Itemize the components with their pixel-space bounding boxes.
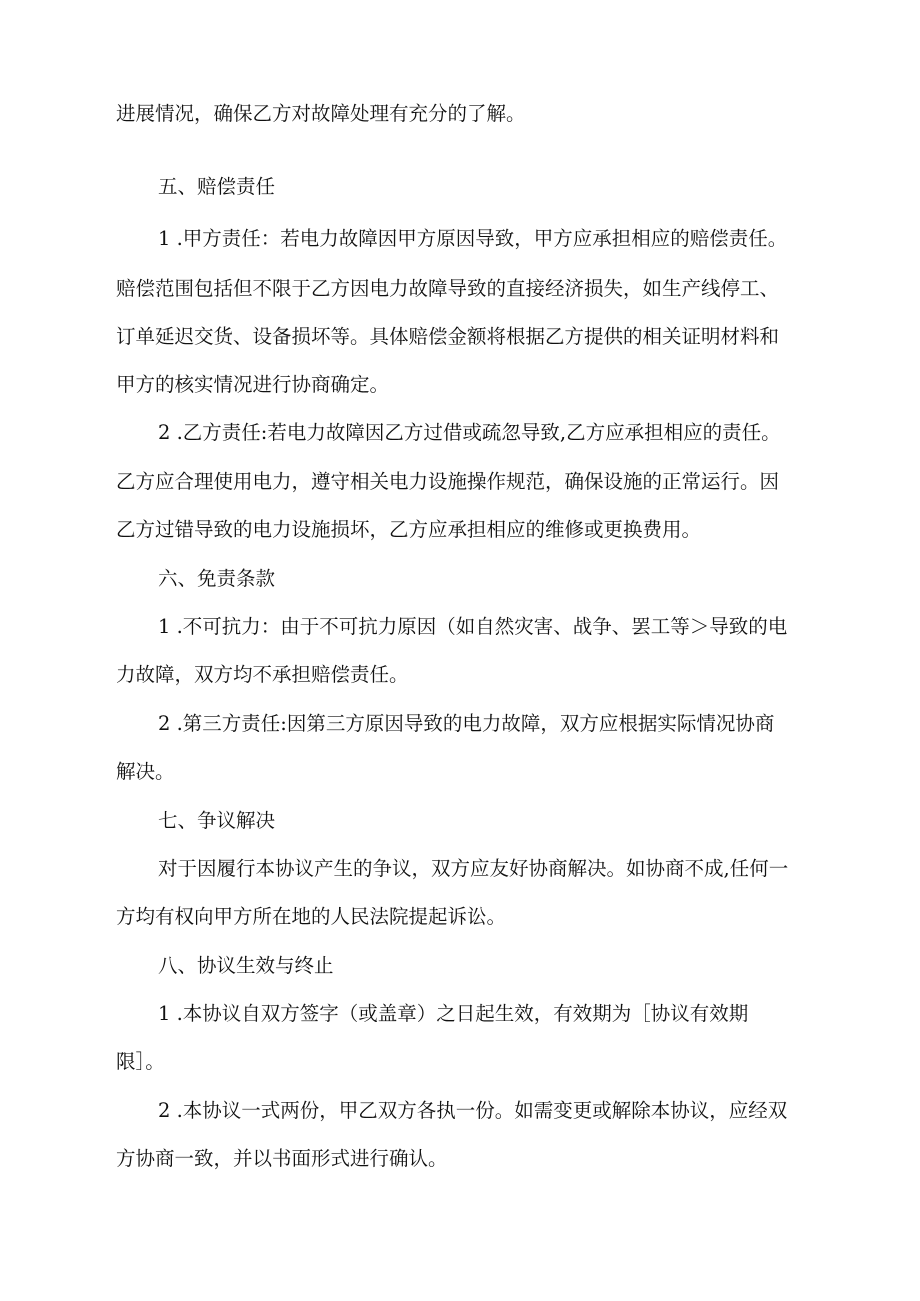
section-heading-effect-termination: 八、协议生效与终止 bbox=[158, 954, 334, 977]
text-line: 进展情况，确保乙方对故障处理有充分的了解。 bbox=[116, 102, 526, 125]
text-line: 限］。 bbox=[116, 1050, 165, 1073]
section-heading-dispute: 七、争议解决 bbox=[158, 809, 276, 832]
text-line: 赔偿范围包括但不限于乙方因电力故障导致的直接经济损失，如生产线停工、 bbox=[116, 277, 780, 300]
text-line: 2 .乙方责任:若电力故障因乙方过借或疏忽导致,乙方应承担相应的责任。 bbox=[158, 421, 781, 444]
text-line: 订单延迟交货、设备损坏等。具体赔偿金额将根据乙方提供的相关证明材料和 bbox=[116, 325, 780, 348]
text-line: 1 .甲方责任：若电力故障因甲方原因导致，甲方应承担相应的赔偿责任。 bbox=[158, 227, 788, 250]
text-line: 乙方过错导致的电力设施损坏，乙方应承担相应的维修或更换费用。 bbox=[116, 518, 702, 541]
text-line: 方均有权向甲方所在地的人民法院提起诉讼。 bbox=[116, 905, 507, 928]
text-line: 1 .本协议自双方签字（或盖章）之日起生效，有效期为［协议有效期 bbox=[158, 1002, 749, 1025]
text-line: 乙方应合理使用电力，遵守相关电力设施操作规范，确保设施的正常运行。因 bbox=[116, 470, 780, 493]
text-line: 方协商一致，并以书面形式进行确认。 bbox=[116, 1147, 448, 1170]
section-heading-compensation: 五、赔偿责任 bbox=[158, 175, 276, 198]
text-line: 解决。 bbox=[116, 760, 175, 783]
text-line: 2 .第三方责任:因第三方原因导致的电力故障，双方应根据实际情况协商 bbox=[158, 712, 775, 735]
text-line: 对于因履行本协议产生的争议，双方应友好协商解决。如协商不成,任何一 bbox=[158, 857, 789, 880]
text-line: 1 .不可抗力：由于不可抗力原因（如自然灾害、战争、罢工等＞导致的电 bbox=[158, 615, 788, 638]
text-line: 2 .本协议一式两份，甲乙双方各执一份。如需变更或解除本协议，应经双 bbox=[158, 1099, 788, 1122]
text-line: 甲方的核实情况进行协商确定。 bbox=[116, 373, 390, 396]
text-line: 力故障，双方均不承担赔偿责任。 bbox=[116, 663, 409, 686]
section-heading-exemption: 六、免责条款 bbox=[158, 567, 276, 590]
